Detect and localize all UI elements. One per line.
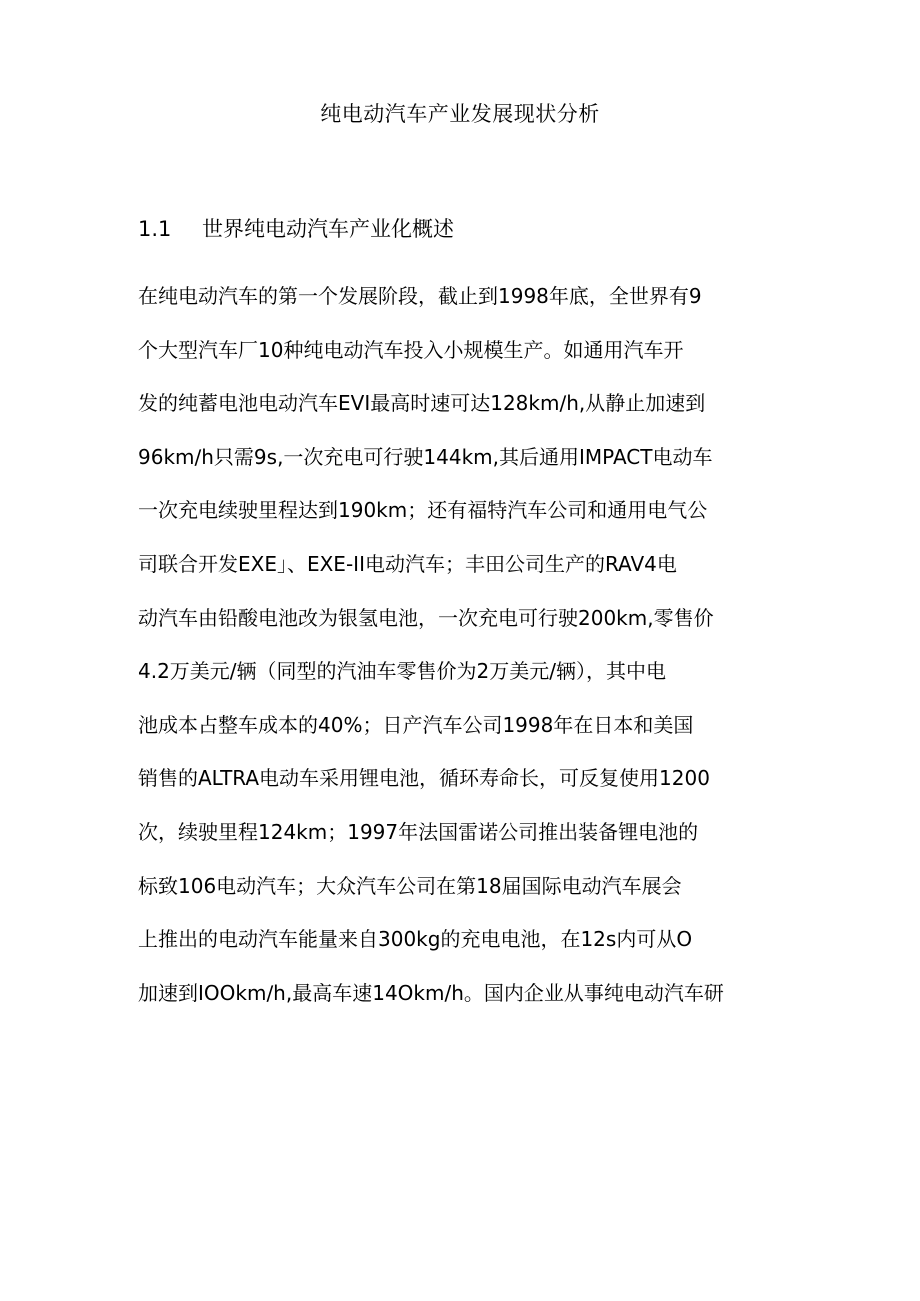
paragraph-line: 池成本占整车成本的40%；日产汽车公司1998年在日本和美国 xyxy=(138,712,694,737)
document-title: 纯电动汽车产业发展现状分析 xyxy=(320,102,600,126)
paragraph-line: 标致106电动汽车；大众汽车公司在第18届国际电动汽车展会 xyxy=(138,873,682,898)
body-paragraph xyxy=(138,276,798,1026)
paragraph-line: 司联合开发EXE」、EXE-II电动汽车；丰田公司生产的RAV4电 xyxy=(138,551,677,576)
paragraph-line: 4.2万美元/辆（同型的汽油车零售价为2万美元/辆），其中电 xyxy=(138,659,667,684)
paragraph-line: 动汽车由铅酸电池改为银氢电池，一次充电可行驶200km,零售价 xyxy=(138,605,714,630)
paragraph-line: 次，续驶里程124km；1997年法国雷诺公司推出装备锂电池的 xyxy=(138,819,699,844)
paragraph-line: 销售的ALTRA电动车采用锂电池，循环寿命长，可反复使用1200 xyxy=(138,766,710,791)
paragraph-line: 96km∕h只需9s,一次充电可行驶144km,其后通用IMPACT电动车 xyxy=(138,444,713,469)
paragraph-line: 上推出的电动汽车能量来自300kg的充电电池，在12s内可从O xyxy=(138,927,693,952)
paragraph-line: 在纯电动汽车的第一个发展阶段，截止到1998年底，全世界有9 xyxy=(138,284,702,308)
section-title: 世界纯电动汽车产业化概述 xyxy=(202,217,454,241)
paragraph-line: 发的纯蓄电池电动汽车EVI最高时速可达128km∕h,从静止加速到 xyxy=(138,391,706,416)
paragraph-line: 加速到IOOkm∕h,最高车速14Okm/h。国内企业从事纯电动汽车研 xyxy=(138,980,724,1005)
section-number: 1.1 xyxy=(138,217,172,241)
paragraph-line: 个大型汽车厂10种纯电动汽车投入小规模生产。如通用汽车开 xyxy=(138,337,684,362)
section-heading xyxy=(138,213,454,245)
paragraph-line: 一次充电续驶里程达到190km；还有福特汽车公司和通用电气公 xyxy=(138,498,708,523)
